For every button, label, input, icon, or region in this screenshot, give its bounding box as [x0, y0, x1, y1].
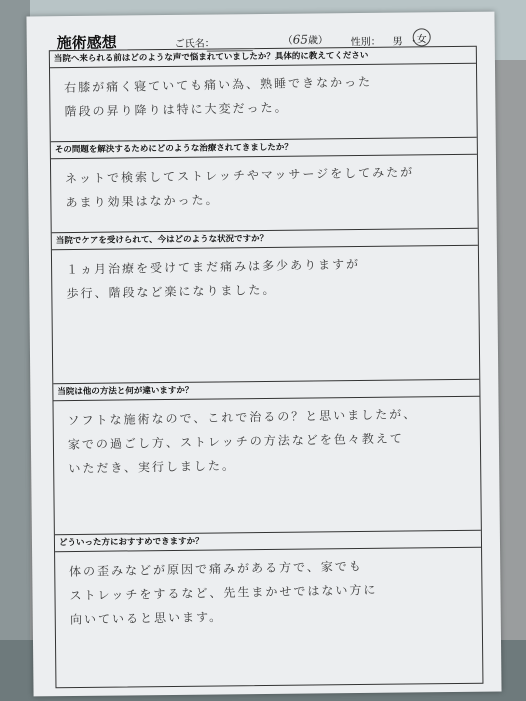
- answer-4-line-2: 家での過ごし方、ストレッチの方法などを色々教えて: [67, 431, 404, 452]
- page-title: 施術感想: [56, 33, 117, 53]
- answer-3-line-1: １ヵ月治療を受けてまだ痛みは多少ありますが: [65, 257, 361, 277]
- answer-3-line-2: 歩行、階段など楽になりました。: [66, 282, 277, 301]
- question-3: 当院でケアを受けられて、今はどのような状況ですか？: [52, 229, 478, 250]
- questionnaire-table: [49, 46, 484, 688]
- section-5: [55, 531, 483, 685]
- answer-4-line-1: ソフトな施術なので、これで治るの？と思いましたが、: [67, 407, 418, 428]
- answer-1-line-2: 階段の昇り降りは特に大変だった。: [64, 100, 289, 119]
- answer-5-line-3: 向いていると思います。: [69, 609, 224, 627]
- answer-4-line-3: いただき、実行しました。: [68, 458, 237, 476]
- question-1: 当院へ来られる前はどのような声で悩まれていましたか？具体的に教えてください: [50, 47, 476, 68]
- background-left: [0, 0, 30, 701]
- answer-1: [50, 62, 477, 124]
- questionnaire-sheet: [26, 12, 501, 697]
- answer-5-line-2: ストレッチをするなど、先生まかせではない方に: [69, 582, 378, 603]
- section-1: [50, 47, 477, 141]
- age-close: 歳）: [307, 35, 329, 47]
- name-label: ご氏名：: [174, 38, 215, 50]
- answer-3: [52, 244, 479, 306]
- question-4: 当院は他の方法と何が違いますか？: [53, 380, 479, 401]
- gender-female-circled: 女: [413, 28, 431, 46]
- question-5: どういった方におすすめできますか？: [55, 531, 481, 552]
- age-field: [283, 31, 328, 46]
- answer-5: [55, 546, 482, 632]
- answer-2-line-2: あまり効果はなかった。: [65, 192, 220, 210]
- section-3: [52, 229, 480, 383]
- answer-2: [51, 153, 478, 215]
- age-open: （: [282, 35, 293, 47]
- gender-label: 性別：: [350, 36, 381, 49]
- gender-separator: ・: [408, 36, 419, 48]
- section-2: [51, 138, 478, 232]
- question-2: その問題を解決するためにどのような治療されてきましたか？: [51, 138, 477, 159]
- age-value: 65: [292, 32, 309, 47]
- section-4: [53, 380, 481, 534]
- answer-5-line-1: 体の歪みなどが原因で痛みがある方で、家でも: [68, 559, 363, 579]
- gender-male: 男: [392, 36, 403, 48]
- answer-4: [53, 395, 480, 481]
- answer-1-line-1: 右膝が痛く寝ていても痛い為、熟睡できなかった: [63, 74, 373, 95]
- answer-2-line-1: ネットで検索してストレッチやマッサージをしてみたが: [64, 165, 415, 186]
